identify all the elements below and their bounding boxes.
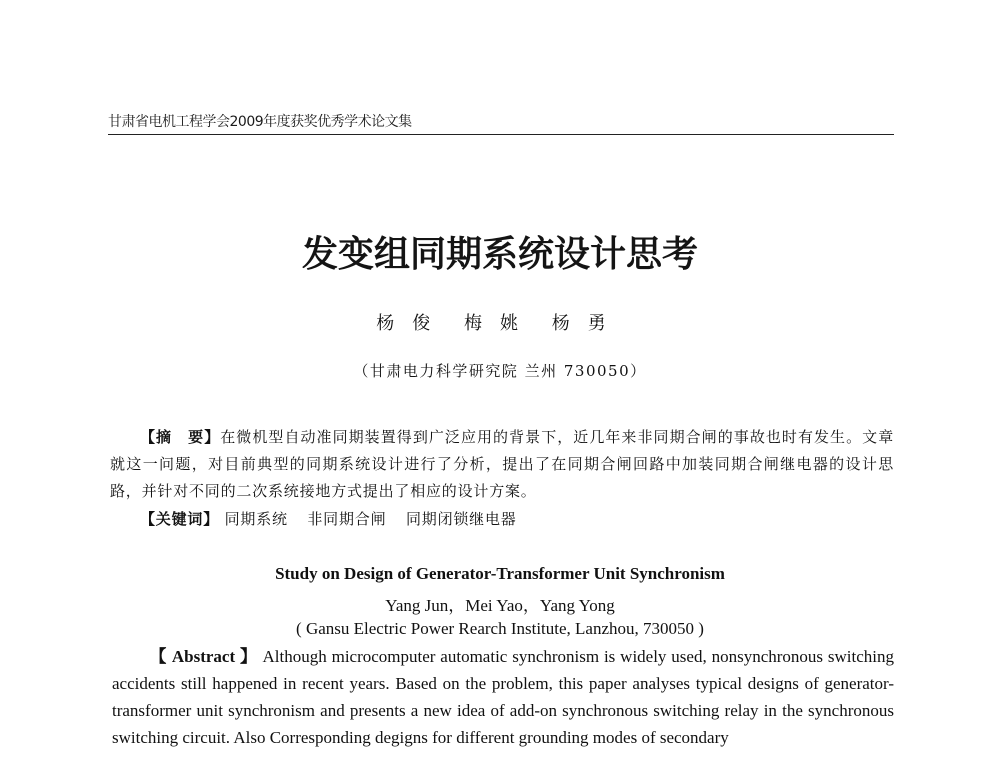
author-list-en: Yang Jun，Mei Yao，Yang Yong — [385, 596, 615, 615]
keyword-cn: 同期闭锁继电器 — [405, 510, 517, 528]
keywords-cn-label: 【关键词】 — [140, 510, 220, 528]
author-cn: 梅姚 — [464, 313, 536, 334]
keywords-cn — [140, 508, 531, 529]
author-cn: 杨俊 — [376, 313, 449, 334]
running-header — [108, 108, 894, 135]
abstract-en-text: Although microcomputer automatic synchronism is widely used, nonsynchronous switching accidents still happened in recent years. Based on the problem, this paper analyses typical designs of generator-transformer unit synchronism and presents a new idea of add-on synchronous switching relay in the synchronous switching circuit. Also Corresponding degigns for different grounding modes of secondary — [112, 647, 894, 747]
paper-title-cn: 发变组同期系统设计思考 — [301, 233, 698, 275]
author-cn: 杨勇 — [551, 313, 624, 334]
affiliation-cn: （甘肃电力科学研究院 兰州 730050） — [353, 362, 647, 380]
keyword-cn: 同期系统 — [224, 510, 288, 528]
keyword-cn: 非同期合闸 — [307, 510, 387, 528]
abstract-en-label: 【 Abstract 】 — [149, 647, 258, 666]
abstract-cn-label: 【摘 要】 — [140, 428, 221, 446]
author-list-cn — [0, 309, 1000, 335]
paper-title-en: Study on Design of Generator-Transformer Unit Synchronism — [275, 564, 725, 583]
running-header-text: 甘肃省电机工程学会2009年度获奖优秀学术论文集 — [108, 114, 412, 130]
abstract-cn-text: 在微机型自动准同期装置得到广泛应用的背景下，近几年来非同期合闸的事故也时有发生。文章就这一问题，对目前典型的同期系统设计进行了分析，提出了在同期合闸回路中加装同期合闸继电器的设计思路，并针对不同的二次系统接地方式提出了相应的设计方案。 — [110, 428, 894, 500]
affiliation-en: ( Gansu Electric Power Rearch Institute, Lanzhou, 730050 ) — [296, 619, 704, 638]
abstract-en — [112, 643, 894, 751]
abstract-cn — [110, 424, 894, 505]
